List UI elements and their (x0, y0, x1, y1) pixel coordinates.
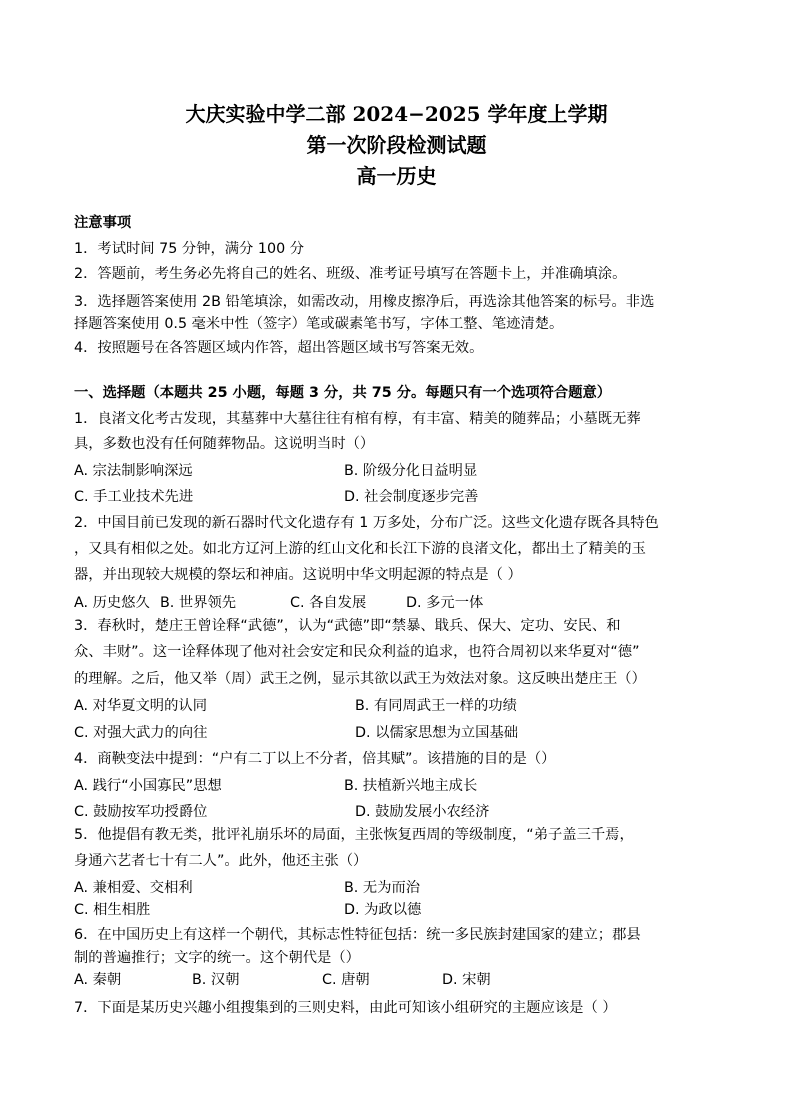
q4-option-b: B. 扶植新兴地主成长 (344, 778, 478, 794)
note-3-line-1: 3．选择题答案使用 2B 铅笔填涂，如需改动，用橡皮擦净后，再选涂其他答案的标号。非选 (74, 294, 655, 310)
q1-option-d: D. 社会制度逐步完善 (344, 489, 479, 505)
exam-title: 大庆实验中学二部 2024−2025 学年度上学期 (185, 102, 608, 126)
q7-stem-line-1: 7．下面是某历史兴趣小组搜集到的三则史料，由此可知该小组研究的主题应该是（ ） (74, 1000, 617, 1016)
exam-subtitle: 第一次阶段检测试题 (306, 133, 487, 157)
notes-heading: 注意事项 (74, 215, 132, 231)
q3-option-c: C. 对强大武力的向往 (74, 725, 208, 741)
q5-option-b: B. 无为而治 (344, 880, 421, 896)
q1-option-b: B. 阶级分化日益明显 (344, 463, 478, 479)
q2-option-b: B. 世界领先 (160, 595, 237, 611)
q4-stem-line-1: 4．商鞅变法中提到：“户有二丁以上不分者，倍其赋”。该措施的目的是（） (74, 751, 556, 767)
q2-option-d: D. 多元一体 (406, 595, 484, 611)
q4-option-d: D. 鼓励发展小农经济 (355, 804, 490, 820)
note-1: 1．考试时间 75 分钟，满分 100 分 (74, 241, 305, 257)
q2-stem-line-1: 2．中国目前已发现的新石器时代文化遗存有 1 万多处，分布广泛。这些文化遗存既各具特色 (74, 515, 659, 531)
q1-stem-line-1: 1．良渚文化考古发现，其墓葬中大墓往往有棺有椁，有丰富、精美的随葬品；小墓既无葬 (74, 411, 641, 427)
q4-option-a: A. 践行“小国寡民”思想 (74, 778, 222, 794)
q3-option-b: B. 有同周武王一样的功绩 (355, 698, 517, 714)
q6-option-a: A. 秦朝 (74, 972, 122, 988)
q6-stem-line-2: 制的普遍推行；文字的统一。这个朝代是（） (74, 950, 360, 966)
q6-option-d: D. 宋朝 (442, 972, 491, 988)
q5-stem-line-2: 身通六艺者七十有二人”。此外，他还主张（） (74, 853, 368, 869)
q3-stem-line-2: 众、丰财”。这一诠释体现了他对社会安定和民众利益的追求，也符合周初以来华夏对“德” (74, 644, 640, 660)
note-3-line-2: 择题答案使用 0.5 毫米中性（签字）笔或碳素笔书写，字体工整、笔迹清楚。 (74, 316, 564, 332)
q3-option-d: D. 以儒家思想为立国基础 (355, 725, 519, 741)
section-heading: 一、选择题（本题共 25 小题，每题 3 分，共 75 分。每题只有一个选项符合题意） (74, 385, 612, 401)
note-4: 4．按照题号在各答题区域内作答，超出答题区域书写答案无效。 (74, 340, 484, 356)
q4-option-c: C. 鼓励按军功授爵位 (74, 804, 208, 820)
q5-option-a: A. 兼相爱、交相利 (74, 880, 193, 896)
q2-stem-line-3: 器，并出现较大规模的祭坛和神庙。这说明中华文明起源的特点是（ ） (74, 567, 522, 583)
q3-option-a: A. 对华夏文明的认同 (74, 698, 207, 714)
q5-option-c: C. 相生相胜 (74, 902, 151, 918)
exam-subject: 高一历史 (356, 164, 437, 188)
q1-option-c: C. 手工业技术先进 (74, 489, 194, 505)
q2-stem-line-2: ，又具有相似之处。如北方辽河上游的红山文化和长江下游的良渚文化，都出土了精美的玉 (74, 541, 646, 557)
q2-option-c: C. 各自发展 (290, 595, 367, 611)
note-2: 2．答题前，考生务必先将自己的姓名、班级、准考证号填写在答题卡上，并准确填涂。 (74, 266, 627, 282)
q6-stem-line-1: 6．在中国历史上有这样一个朝代，其标志性特征包括：统一多民族封建国家的建立；郡县 (74, 927, 641, 943)
q1-option-a: A. 宗法制影响深远 (74, 463, 193, 479)
q5-stem-line-1: 5．他提倡有教无类，批评礼崩乐坏的局面，主张恢复西周的等级制度，“弟子盖三千焉， (74, 827, 634, 843)
q3-stem-line-3: 的理解。之后，他又举（周）武王之例，显示其欲以武王为效法对象。这反映出楚庄王（） (74, 671, 646, 687)
q6-option-b: B. 汉朝 (192, 972, 240, 988)
q6-option-c: C. 唐朝 (322, 972, 370, 988)
q2-option-a: A. 历史悠久 (74, 595, 150, 611)
q3-stem-line-1: 3．春秋时，楚庄王曾诠释“武德”，认为“武德”即“禁暴、戢兵、保大、定功、安民、和 (74, 618, 621, 634)
q1-stem-line-2: 具，多数也没有任何随葬物品。这说明当时（） (74, 436, 375, 452)
q5-option-d: D. 为政以德 (344, 902, 422, 918)
